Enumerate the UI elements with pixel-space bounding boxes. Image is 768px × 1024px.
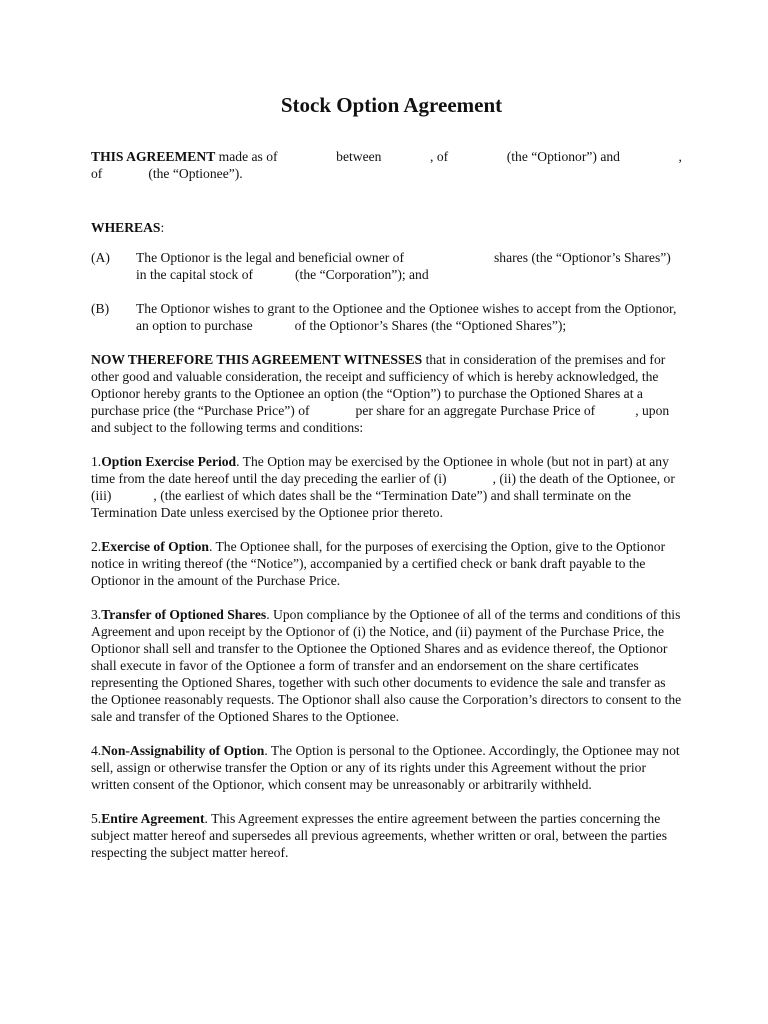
clause-number: 3. [91,607,102,622]
whereas-label: WHEREAS [91,220,161,235]
clause-3-text: . Upon compliance by the Optionee of all of the terms and conditions of this Agreement and upon receipt by the Optionor of (i) the Notice, and (ii) payment of the Purchase Price, the Optionor shall sell and transfer to the Optionee the Optioned Shares and as evidence thereof, the Optionor shall execute in favor of the Optionee a form of transfer and an endorsement on the share certificates representing the Optioned Shares, together with such other documents to evidence the sale and transfer as the Optionee reasonably requests. The Optionor shall also cause the Corporation’s directors to consent to the sale and transfer of the Optioned Shares to the Optionee. [91,607,682,724]
clause-5 [91,810,682,861]
recital-b-part1: The Optionor wishes to grant to the Optionee and the Optionee wishes to accept from the Optionor, an option to purchase [136,301,677,333]
clause-5-text: . This Agreement expresses the entire agreement between the parties concerning the subject matter hereof and supersedes all previous agreements, whether written or oral, between the parties respecting the subject matter hereof. [91,811,668,860]
recital-label: (A) [91,250,110,265]
document-title: Stock Option Agreement [280,93,503,117]
intro-made-as-of: made as of [218,149,278,164]
recital-a-part3: (the “Corporation”); and [295,267,429,282]
clause-1-part3: , (the earliest of which dates shall be the “Termination Date”) and shall terminate on the Termination Date unless exercised by the Optionee prior thereto. [91,488,632,520]
clause-4 [91,742,682,793]
clause-1 [91,453,682,521]
recital-a-part1: The Optionor is the legal and beneficial owner of [136,250,405,265]
intro-lead: THIS AGREEMENT [91,149,216,164]
intro-of-2: of [91,166,103,181]
intro-line-1 [91,148,682,165]
recital-a-part2: shares (the “Optionor’s Shares”) in the capital stock of [136,250,671,282]
intro-optionor-def: (the “Optionor”) and [506,149,620,164]
witnesses-part2: per share for an aggregate Purchase Price of [355,403,596,418]
intro-segment-lead [91,148,278,165]
clause-number: 2. [91,539,102,554]
intro-of: , of [430,149,449,164]
clause-number: 1. [91,454,102,469]
clause-heading: Transfer of Optioned Shares [101,607,267,622]
whereas-heading [91,219,682,236]
clause-heading: Non-Assignability of Option [101,743,265,758]
recital-text [136,249,682,283]
clause-heading: Entire Agreement [101,811,205,826]
clause-4-text: . The Option is personal to the Optionee. Accordingly, the Optionee may not sell, assign or otherwise transfer the Option or any of its rights under this Agreement without the prior written consent of the Optionor, which consent may be unreasonably or arbitrarily withheld. [91,743,680,792]
intro-comma: , [678,149,682,164]
clause-number: 4. [91,743,102,758]
whereas-colon: : [160,220,165,235]
recital-b-part2: of the Optionor’s Shares (the “Optioned Shares”); [294,318,567,333]
clause-2 [91,538,682,589]
clause-3 [91,606,682,725]
intro-optionee-def: (the “Optionee”). [148,166,243,181]
witnesses-part3: , upon and subject to the following terms and conditions: [91,403,670,435]
clause-1-part1: . The Option may be exercised by the Optionee in whole (but not in part) at any time from the date hereof until the day preceding the earlier of (i) [91,454,669,486]
recital-label: (B) [91,301,110,316]
recital-b [91,300,682,334]
clause-heading: Option Exercise Period [101,454,237,469]
witnesses-paragraph [91,351,682,436]
clause-number: 5. [91,811,102,826]
recital-text [136,300,682,334]
clause-heading: Exercise of Option [101,539,209,554]
recital-a [91,249,682,283]
intro-between: between [336,149,382,164]
witnesses-part1: that in consideration of the premises and for other good and valuable consideration, the receipt and sufficiency of which is hereby acknowledged, the Optionor hereby grants to the Optionee an option (the “Option”) to purchase the Optioned Shares at a purchase price (the “Purchase Price”) of [91,352,666,418]
clause-2-text: . The Optionee shall, for the purposes of exercising the Option, give to the Optionor notice in writing thereof (the “Notice”), accompanied by a certified check or bank draft payable to the Optionor in the amount of the Purchase Price. [91,539,666,588]
clause-1-part2: , (ii) the death of the Optionee, or (iii) [91,471,675,503]
intro-line-2 [91,165,682,182]
intro-paragraph [91,148,682,182]
witnesses-lead: NOW THEREFORE THIS AGREEMENT WITNESSES [91,352,423,367]
